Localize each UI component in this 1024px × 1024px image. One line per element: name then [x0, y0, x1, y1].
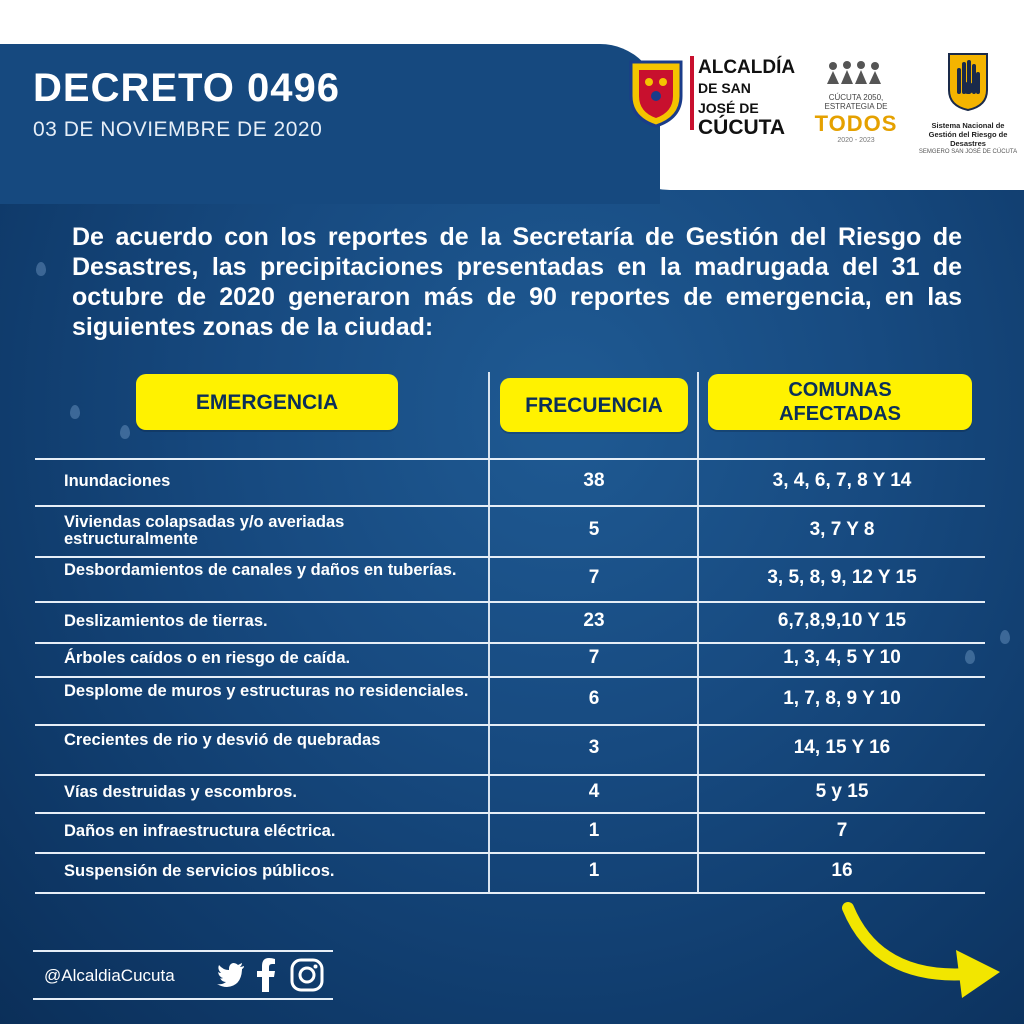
table-cell-frecuencia: 5: [588, 518, 600, 540]
intro-paragraph: De acuerdo con los reportes de la Secretaría de Gestión del Riesgo de Desastres, las precipitaciones presentadas en la madrugada del 31 de octubre de 2020 generaron más de 90 reportes de emergencia, en las siguientes zonas de la ciudad:: [72, 223, 962, 341]
footer-divider: [33, 998, 333, 1000]
row-divider: [35, 601, 985, 603]
alcaldia-logo-line2: DE SAN JOSÉ DE: [698, 80, 759, 116]
table-cell-frecuencia: 1: [588, 860, 600, 881]
raindrop-decoration: [70, 405, 80, 419]
table-cell-frecuencia: 6: [588, 688, 600, 709]
row-divider: [35, 812, 985, 814]
raindrop-decoration: [1000, 630, 1010, 644]
row-divider: [35, 505, 985, 507]
table-cell-comunas: 3, 4, 6, 7, 8 Y 14: [772, 469, 912, 491]
table-cell-frecuencia: 1: [588, 820, 600, 841]
city-coat-of-arms-icon: [627, 56, 685, 128]
table-cell-comunas: 7: [836, 820, 848, 841]
next-arrow-icon[interactable]: [838, 900, 1018, 1010]
instagram-icon[interactable]: [290, 958, 324, 992]
todos-tagline: CÚCUTA 2050, ESTRATEGIA DE: [824, 93, 888, 111]
alcaldia-logo-line3: CÚCUTA: [698, 116, 786, 139]
table-cell-comunas: 6,7,8,9,10 Y 15: [777, 609, 907, 631]
gestion-logo-text: Sistema Nacional de Gestión del Riesgo de Desastres: [928, 121, 1008, 148]
table-cell-comunas: 14, 15 Y 16: [793, 737, 891, 758]
table-cell-comunas: 16: [831, 860, 853, 881]
table-cell-emergencia: Inundaciones: [64, 471, 171, 490]
alcaldia-logo: [698, 57, 796, 139]
table-cell-comunas: 3, 7 Y 8: [809, 518, 875, 540]
table-cell-comunas: 5 y 15: [815, 781, 869, 802]
gestion-riesgo-logo: [918, 50, 1018, 155]
table-cell-comunas: 3, 5, 8, 9, 12 Y 15: [767, 566, 917, 588]
table-cell-emergencia: Desbordamientos de canales y daños en tuberías.: [64, 560, 457, 579]
table-cell-emergencia: Crecientes de rio y desvió de quebradas: [64, 731, 381, 749]
table-cell-frecuencia: 7: [588, 566, 600, 588]
header-emergencia: EMERGENCIA: [136, 374, 398, 430]
row-divider: [35, 774, 985, 776]
table-cell-comunas: 1, 3, 4, 5 Y 10: [783, 647, 901, 668]
gestion-logo-sub: SEMGERO SAN JOSÉ DE CÚCUTA: [918, 149, 1018, 155]
hand-shield-icon: [945, 50, 991, 112]
logo-divider: [690, 56, 694, 130]
header-comunas-line2: AFECTADAS: [779, 403, 901, 425]
row-divider: [35, 852, 985, 854]
row-divider: [35, 892, 985, 894]
twitter-icon[interactable]: [215, 958, 247, 990]
row-divider: [35, 556, 985, 558]
table-cell-emergencia: Vías destruidas y escombros.: [64, 783, 297, 801]
people-icon: [821, 60, 891, 86]
column-divider: [488, 372, 490, 892]
todos-word: TODOS: [814, 111, 898, 136]
table-cell-frecuencia: 38: [583, 469, 605, 491]
header-frecuencia: FRECUENCIA: [500, 378, 688, 432]
table-cell-emergencia: Suspensión de servicios públicos.: [64, 862, 335, 880]
table-cell-frecuencia: 7: [588, 647, 600, 668]
raindrop-decoration: [120, 425, 130, 439]
header-comunas: [708, 374, 972, 430]
column-divider: [697, 372, 699, 892]
row-divider: [35, 642, 985, 644]
table-cell-emergencia: Viviendas colapsadas y/o averiadas estructuralmente: [64, 512, 345, 548]
footer-divider: [33, 950, 333, 952]
row-divider: [35, 458, 985, 460]
table-cell-frecuencia: 3: [588, 737, 600, 758]
table-cell-emergencia: Deslizamientos de tierras.: [64, 611, 268, 630]
alcaldia-logo-line1: ALCALDÍA: [698, 57, 796, 78]
table-cell-emergencia: Desplome de muros y estructuras no residenciales.: [64, 682, 469, 700]
page-title: DECRETO 0496: [33, 66, 340, 110]
table-cell-frecuencia: 4: [588, 781, 600, 802]
table-cell-frecuencia: 23: [583, 609, 605, 631]
facebook-icon[interactable]: [255, 958, 277, 992]
row-divider: [35, 724, 985, 726]
raindrop-decoration: [36, 262, 46, 276]
social-handle[interactable]: @AlcaldiaCucuta: [44, 966, 175, 985]
todos-years: 2020 - 2023: [837, 137, 875, 144]
page-date: 03 DE NOVIEMBRE DE 2020: [33, 118, 323, 141]
header-comunas-line1: COMUNAS: [788, 379, 892, 401]
row-divider: [35, 676, 985, 678]
table-cell-comunas: 1, 7, 8, 9 Y 10: [783, 688, 901, 709]
todos-logo: [810, 60, 902, 144]
table-cell-emergencia: Daños en infraestructura eléctrica.: [64, 822, 336, 840]
table-cell-emergencia: Árboles caídos o en riesgo de caída.: [64, 649, 351, 667]
